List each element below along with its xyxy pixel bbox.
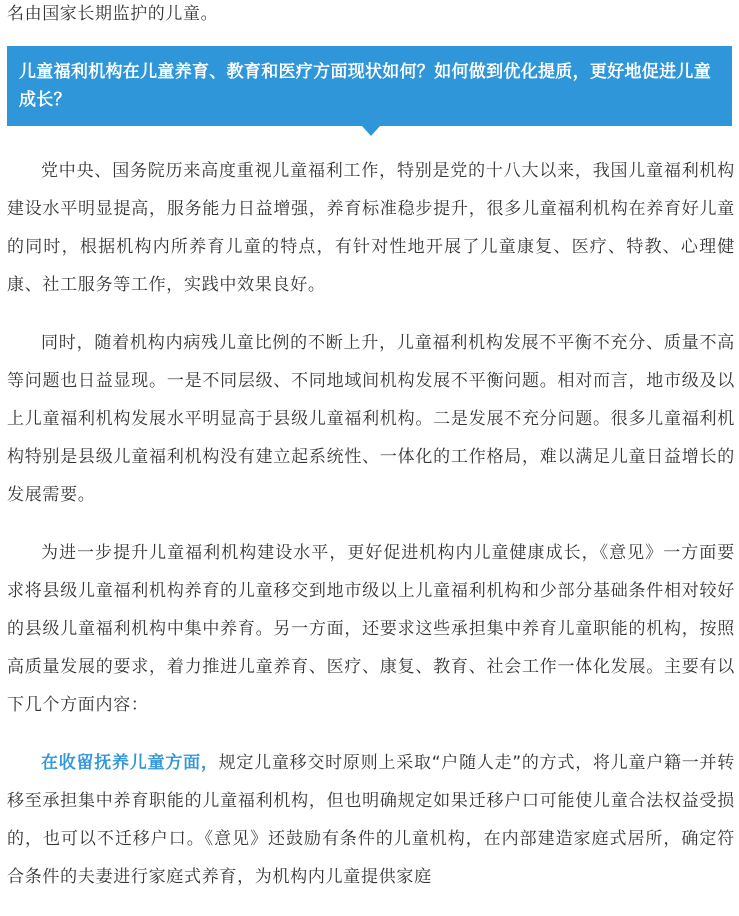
- paragraph-3: 为进一步提升儿童福利机构建设水平，更好促进机构内儿童健康成长，《意见》一方面要求将县级儿童福利机构养育的儿童移交到地市级以上儿童福利机构和少部分基础条件相对较好的县级儿童福利机构中集中养育。另一方面，还要求这些承担集中养育儿童职能的机构，按照高质量发展的要求，着力推进儿童养育、医疗、康复、教育、社会工作一体化发展。主要有以下几个方面内容：: [7, 543, 735, 715]
- section-highlight-heading: 在收留抚养儿童方面，: [41, 753, 219, 773]
- paragraph-1: 党中央、国务院历来高度重视儿童福利工作，特别是党的十八大以来，我国儿童福利机构建设水平明显提高，服务能力日益增强，养育标准稳步提升，很多儿童福利机构在养育好儿童的同时，根据机构内所养育儿童的特点，有针对性地开展了儿童康复、医疗、特教、心理健康、社工服务等工作，实践中效果良好。: [7, 161, 735, 295]
- banner-pointer-triangle: [362, 126, 380, 136]
- question-banner-text: 儿童福利机构在儿童养育、教育和医疗方面现状如何？如何做到优化提质，更好地促进儿童成长？: [19, 62, 711, 110]
- article-body: [7, 152, 735, 916]
- question-banner: [7, 46, 732, 126]
- paragraph-4: [7, 744, 735, 896]
- intro-line: 名由国家长期监护的儿童。: [7, 4, 219, 24]
- paragraph-4-text: 规定儿童移交时原则上采取“户随人走”的方式，将儿童户籍一并转移至承担集中养育职能的儿童福利机构，但也明确规定如果迁移户口可能使儿童合法权益受损的，也可以不迁移户口。《意见》还鼓励有条件的儿童机构，在内部建造家庭式居所，确定符合条件的夫妻进行家庭式养育，为机构内儿童提供家庭: [7, 753, 735, 887]
- paragraph-2: 同时，随着机构内病残儿童比例的不断上升，儿童福利机构发展不平衡不充分、质量不高等问题也日益显现。一是不同层级、不同地域间机构发展不平衡问题。相对而言，地市级及以上儿童福利机构发展水平明显高于县级儿童福利机构。二是发展不充分问题。很多儿童福利机构特别是县级儿童福利机构没有建立起系统性、一体化的工作格局，难以满足儿童日益增长的发展需要。: [7, 333, 735, 505]
